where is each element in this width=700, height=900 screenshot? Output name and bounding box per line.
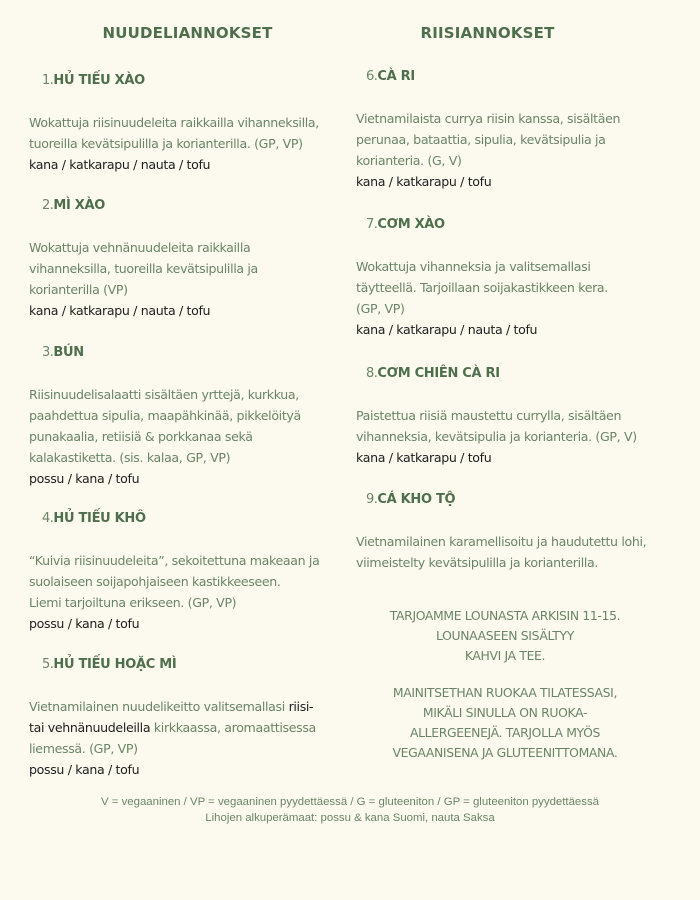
notice-line: KAHVI JA TEE. [464, 648, 546, 663]
dish-number: 3. [42, 345, 54, 360]
description-line: liemessä. (GP, VP) [29, 741, 138, 756]
dish-description [29, 696, 349, 759]
description-line: Vietnamilainen karamellisoitu ja haudutettu lohi, [356, 534, 647, 549]
notice-line: TARJOAMME LOUNASTA ARKISIN 11-15. [389, 608, 621, 623]
dish-proteins: kana / katkarapu / nauta / tofu [356, 322, 538, 337]
notice-line: MAINITSETHAN RUOKAA TILATESSASI, [392, 685, 618, 700]
description-line: vihanneksia, kevätsipulia ja korianteria. (GP, V) [356, 429, 637, 444]
description-line: “Kuivia riisinuudeleita”, sekoitettuna makeaan ja [29, 553, 320, 568]
dish-number: 8. [366, 366, 378, 381]
dish-item [29, 71, 349, 175]
description-line: (GP, VP) [356, 301, 405, 316]
dish-proteins: possu / kana / tofu [29, 616, 140, 631]
description-emphasis: riisi- [288, 699, 314, 714]
dish-number: 9. [366, 492, 378, 507]
notice-line: ALLERGEENEJÄ. TARJOLLA MYÖS [409, 725, 600, 740]
description-line: Liemi tarjoiltuna erikseen. (GP, VP) [29, 595, 237, 610]
dish-item [356, 215, 686, 340]
dish-heading [29, 71, 349, 91]
dish-item [356, 67, 686, 192]
dish-name: BÚN [53, 345, 84, 360]
description-line: perunaa, bataattia, sipulia, kevätsipulia ja [356, 132, 606, 147]
description-line: Wokattuja vihanneksia ja valitsemallasi [356, 259, 591, 274]
dish-name: HỦ TIẾU HOẶC MÌ [53, 657, 177, 672]
dish-name: CƠM XÀO [377, 217, 445, 232]
dish-proteins: possu / kana / tofu [29, 471, 140, 486]
description-line: kalakastiketta. (sis. kalaa, GP, VP) [29, 450, 231, 465]
noodles-section-title: NUUDELIANNOKSET [102, 24, 273, 42]
description-line: punakaalia, retiisiä & porkkanaa sekä [29, 429, 253, 444]
dish-item [29, 343, 349, 489]
dish-number: 1. [42, 73, 54, 88]
dish-description [29, 112, 349, 154]
dish-number: 5. [42, 657, 54, 672]
description-line [29, 696, 349, 717]
description-line: Wokattuja vehnänuudeleita raikkailla [29, 240, 251, 255]
dish-description [29, 550, 349, 613]
description-line: korianteria. (G, V) [356, 153, 462, 168]
dish-name: CƠM CHIÊN CÀ RI [377, 366, 500, 381]
dish-proteins: kana / katkarapu / tofu [356, 174, 492, 189]
dish-heading [356, 67, 686, 87]
dish-description [29, 384, 349, 468]
description-line: suolaiseen soijapohjaiseen kastikkeeseen. [29, 574, 281, 589]
dish-heading [29, 509, 349, 529]
description-line: viimeistelty kevätsipulilla ja korianterilla. [356, 555, 599, 570]
dish-description [356, 256, 686, 319]
description-line: Paistettua riisiä maustettu currylla, sisältäen [356, 408, 622, 423]
diet-legend: V = vegaaninen / VP = vegaaninen pyydettäessä / G = gluteeniton / GP = gluteeniton pyydettäessä [101, 796, 599, 808]
dish-heading [356, 364, 686, 384]
dish-description [356, 108, 686, 171]
dish-item [29, 655, 349, 780]
description-line: Vietnamilaista currya riisin kanssa, sisältäen [356, 111, 621, 126]
description-text: kirkkaassa, aromaattisessa [150, 720, 316, 735]
description-line: tuoreilla kevätsipulilla ja korianterilla. (GP, VP) [29, 136, 303, 151]
description-line: paahdettua sipulia, maapähkinää, pikkelöityä [29, 408, 301, 423]
dish-description [356, 531, 696, 573]
dish-number: 2. [42, 198, 54, 213]
notice-line: MIKÄLI SINULLA ON RUOKA- [422, 705, 588, 720]
notice-line: LOUNAASEEN SISÄLTYY [436, 628, 574, 643]
description-emphasis: tai vehnänuudeleilla [29, 720, 151, 735]
dish-name: HỦ TIẾU KHÔ [53, 511, 146, 526]
description-line: korianterilla (VP) [29, 282, 128, 297]
rice-section-title: RIISIANNOKSET [420, 24, 555, 42]
dish-name: CÀ RI [377, 69, 415, 84]
dish-heading [29, 196, 349, 216]
notice-line: VEGAANISENA JA GLUTEENITTOMANA. [392, 745, 618, 760]
allergy-notice [355, 683, 655, 763]
dish-proteins: kana / katkarapu / tofu [356, 450, 492, 465]
dish-name: MÌ XÀO [53, 198, 106, 213]
dish-number: 4. [42, 511, 54, 526]
dish-item [29, 509, 349, 634]
dish-heading [29, 655, 349, 675]
dish-heading [356, 215, 686, 235]
dish-number: 6. [366, 69, 378, 84]
meat-origin: Lihojen alkuperämaat: possu & kana Suomi, nauta Saksa [205, 812, 495, 824]
dish-heading [29, 343, 349, 363]
dish-name: HỦ TIẾU XÀO [53, 73, 145, 88]
dish-name: CÁ KHO TỘ [377, 492, 456, 507]
dish-proteins: possu / kana / tofu [29, 762, 140, 777]
description-line: Riisinuudelisalaatti sisältäen yrttejä, kurkkua, [29, 387, 299, 402]
description-text: Vietnamilainen nuudelikeitto valitsemallasi [29, 699, 289, 714]
dish-item [356, 364, 686, 468]
dish-proteins: kana / katkarapu / nauta / tofu [29, 303, 211, 318]
dish-proteins: kana / katkarapu / nauta / tofu [29, 157, 211, 172]
footer [0, 794, 700, 826]
dish-description [29, 237, 349, 300]
dish-number: 7. [366, 217, 378, 232]
dish-item [29, 196, 349, 321]
dish-item [356, 490, 696, 573]
description-line: vihanneksilla, tuoreilla kevätsipulilla ja [29, 261, 258, 276]
lunch-notice [355, 606, 655, 666]
description-line: täytteellä. Tarjoillaan soijakastikkeen kera. [356, 280, 608, 295]
description-line: Wokattuja riisinuudeleita raikkailla vihanneksilla, [29, 115, 319, 130]
description-line [29, 717, 349, 738]
dish-heading [356, 490, 696, 510]
dish-description [356, 405, 686, 447]
